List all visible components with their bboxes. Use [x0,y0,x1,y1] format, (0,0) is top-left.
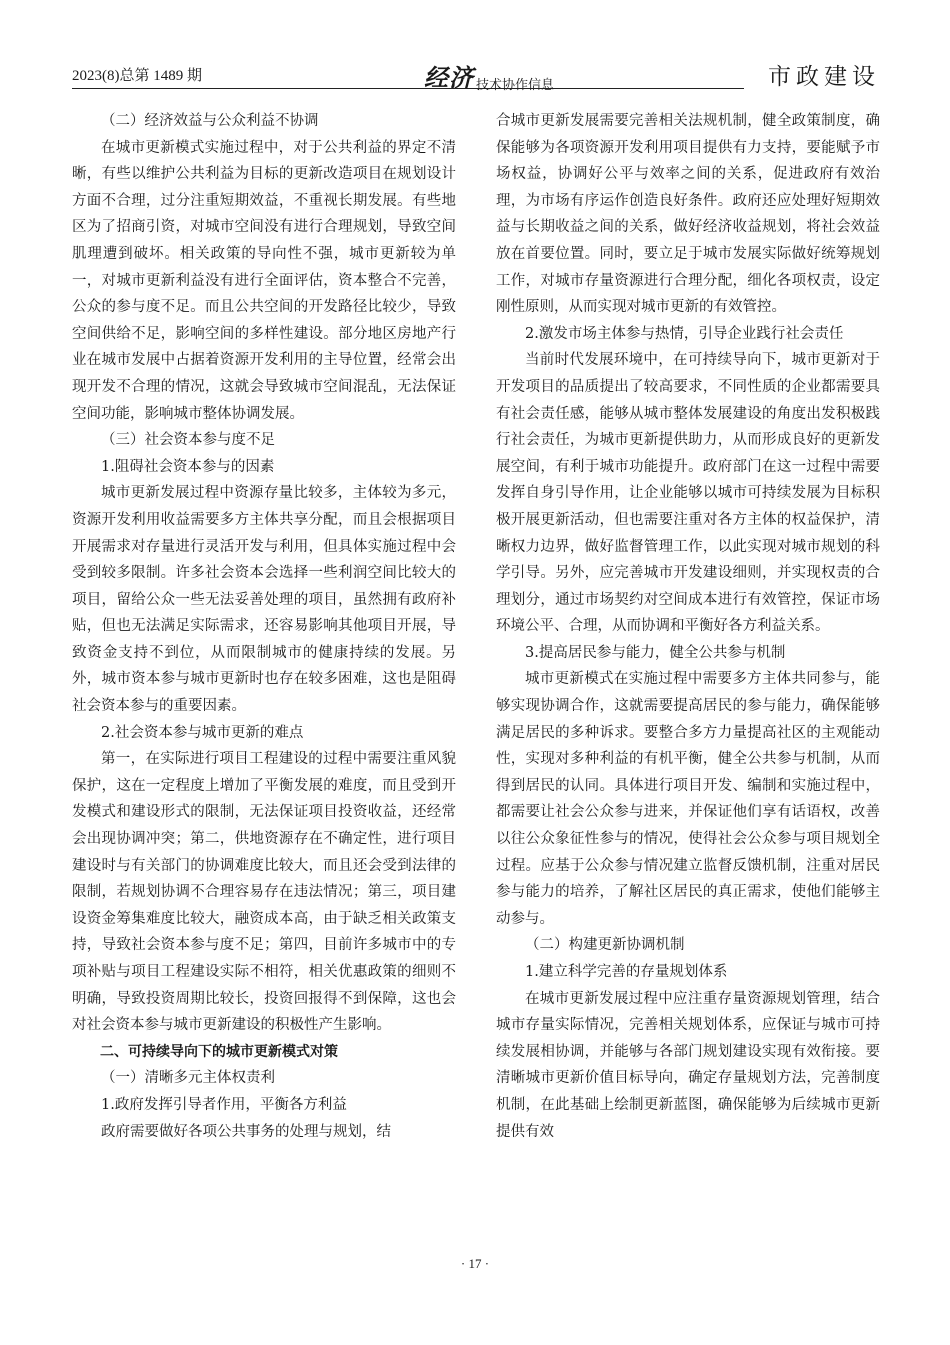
paragraph: 在城市更新模式实施过程中，对于公共利益的界定不清晰，有些以维护公共利益为目标的更新改造项目在规划设计方面不合理，过分注重短期效益，不重视长期发展。有些地区为了招商引资，对城市空间没有进行合理规划，导致空间肌理遭到破坏。相关政策的导向性不强，城市更新较为单一，对城市更新利益没有进行全面评估，资本整合不完善，公众的参与度不足。而且公共空间的开发路径比较少，导致空间供给不足，影响空间的多样性建设。部分地区房地产行业在城市发展中占据着资源开发利用的主导位置，经常会出现开发不合理的情况，这就会导致城市空间混乱，无法保证空间功能，影响城市整体协调发展。 [72,139,456,422]
right-column [496,108,880,1145]
numbered-heading: 2.激发市场主体参与热情，引导企业践行社会责任 [525,325,844,342]
numbered-heading: 1.建立科学完善的存量规划体系 [525,964,728,980]
numbered-heading: 1.阻碍社会资本参与的因素 [101,458,275,475]
paragraph: 在城市更新发展过程中应注重存量资源规划管理，结合城市存量实际情况，完善相关规划体系，应保证与城市可持续发展相协调，并能够与各部门规划建设实现有效衔接。要清晰城市更新价值目标导向，确定存量规划方法，完善制度机制，在此基础上绘制更新蓝图，确保能够为后续城市更新提供有效 [496,990,880,1140]
paragraph: 城市更新发展过程中资源存量比较多，主体较为多元，资源开发利用收益需要多方主体共享分配，而且会根据项目开展需求对存量进行灵活开发与利用，但具体实施过程中会受到较多限制。许多社会资本会选择一些利润空间比较大的项目，留给公众一些无法妥善处理的项目，虽然拥有政府补贴，但也无法满足实际需求，还容易影响其他项目开展，导致资金支持不到位，从而限制城市的健康持续的发展。另外，城市资本参与城市更新时也存在较多困难，这也是阻碍社会资本参与的重要因素。 [72,485,456,715]
paragraph: 当前时代发展环境中，在可持续导向下，城市更新对于开发项目的品质提出了较高要求，不同性质的企业都需要具有社会责任感，能够从城市整体发展建设的角度出发积极践行社会责任，为城市更新提供助力，从而形成良好的更新发展空间，有利于城市功能提升。政府部门在这一过程中需要发挥自身引导作用，让企业能够以城市可持续发展为目标积极开展更新活动，但也需要注重对各方主体的权益保护，清晰权力边界，做好监督管理工作，以此实现对城市规划的科学引导。另外，应完善城市开发建设细则，并实现权责的合理划分，通过市场契约对空间成本进行有效管控，保证市场环境公平、合理，从而协调和平衡好各方利益关系。 [496,352,880,635]
subsection-heading: （二）经济效益与公众利益不协调 [101,113,319,129]
left-column [72,108,456,1145]
section-title: 市政建设 [768,64,880,90]
section-heading: 二、可持续导向下的城市更新模式对策 [100,1043,338,1060]
subsection-heading: （三）社会资本参与度不足 [101,432,275,449]
issue-number: 2023(8)总第 1489 期 [72,68,202,84]
header-rule [72,88,744,89]
subsection-heading: （一）清晰多元主体权责利 [101,1070,275,1087]
logo-calligraphy: 经济 [424,63,474,92]
paragraph: 第一，在实际进行项目工程建设的过程中需要注重风貌保护，这在一定程度上增加了平衡发展的难度，而且受到开发模式和建设形式的限制，无法保证项目投资收益，还经常会出现协调冲突；第二，供地资源存在不确定性，进行项目建设时与有关部门的协调难度比较大，而且还会受到法律的限制，若规划协调不合理容易存在违法情况；第三，项目建设资金筹集难度比较大，融资成本高，由于缺乏相关政策支持，导致社会资本参与度不足；第四，目前许多城市中的专项补贴与项目工程建设实际不相符，相关优惠政策的细则不明确，导致投资周期比较长，投资回报得不到保障，这也会对社会资本参与城市更新建设的积极性产生影响。 [72,751,456,1034]
paragraph: 城市更新模式在实施过程中需要多方主体共同参与，能够实现协调合作，这就需要提高居民的参与能力，确保能够满足居民的多种诉求。要整合多方力量提高社区的主观能动性，实现对多种利益的有机平衡，健全公共参与机制，从而得到居民的认同。具体进行项目开发、编制和实施过程中，都需要让社会公众参与进来，并保证他们享有话语权，改善以往公众象征性参与的情况，使得社会公众参与项目规划全过程。应基于公众参与情况建立监督反馈机制，注重对居民参与能力的培养，了解社区居民的真正需求，使他们能够主动参与。 [496,671,880,927]
numbered-heading: 2.社会资本参与城市更新的难点 [101,724,304,741]
paragraph-continued: 合城市更新发展需要完善相关法规机制，健全政策制度，确保能够为各项资源开发利用项目提供有力支持，要能赋予市场权益，协调好公平与效率之间的关系，促进政府有效治理，为市场有序运作创造良好条件。政府还应处理好短期效益与长期收益之间的关系，做好经济收益规划，将社会效益放在首要位置。同时，要立足于城市发展实际做好统筹规划工作，对城市存量资源进行合理分配，细化各项权责，设定刚性原则，从而实现对城市更新的有效管控。 [496,113,880,316]
page-header [72,58,880,94]
numbered-heading: 3.提高居民参与能力，健全公共参与机制 [525,644,786,661]
page-number: · 17 · [460,1256,490,1271]
subsection-heading: （二）构建更新协调机制 [525,937,685,954]
paragraph: 政府需要做好各项公共事务的处理与规划，结 [101,1123,391,1140]
logo-subtitle: 技术协作信息 [476,78,555,93]
numbered-heading: 1.政府发挥引导者作用，平衡各方利益 [101,1096,347,1113]
